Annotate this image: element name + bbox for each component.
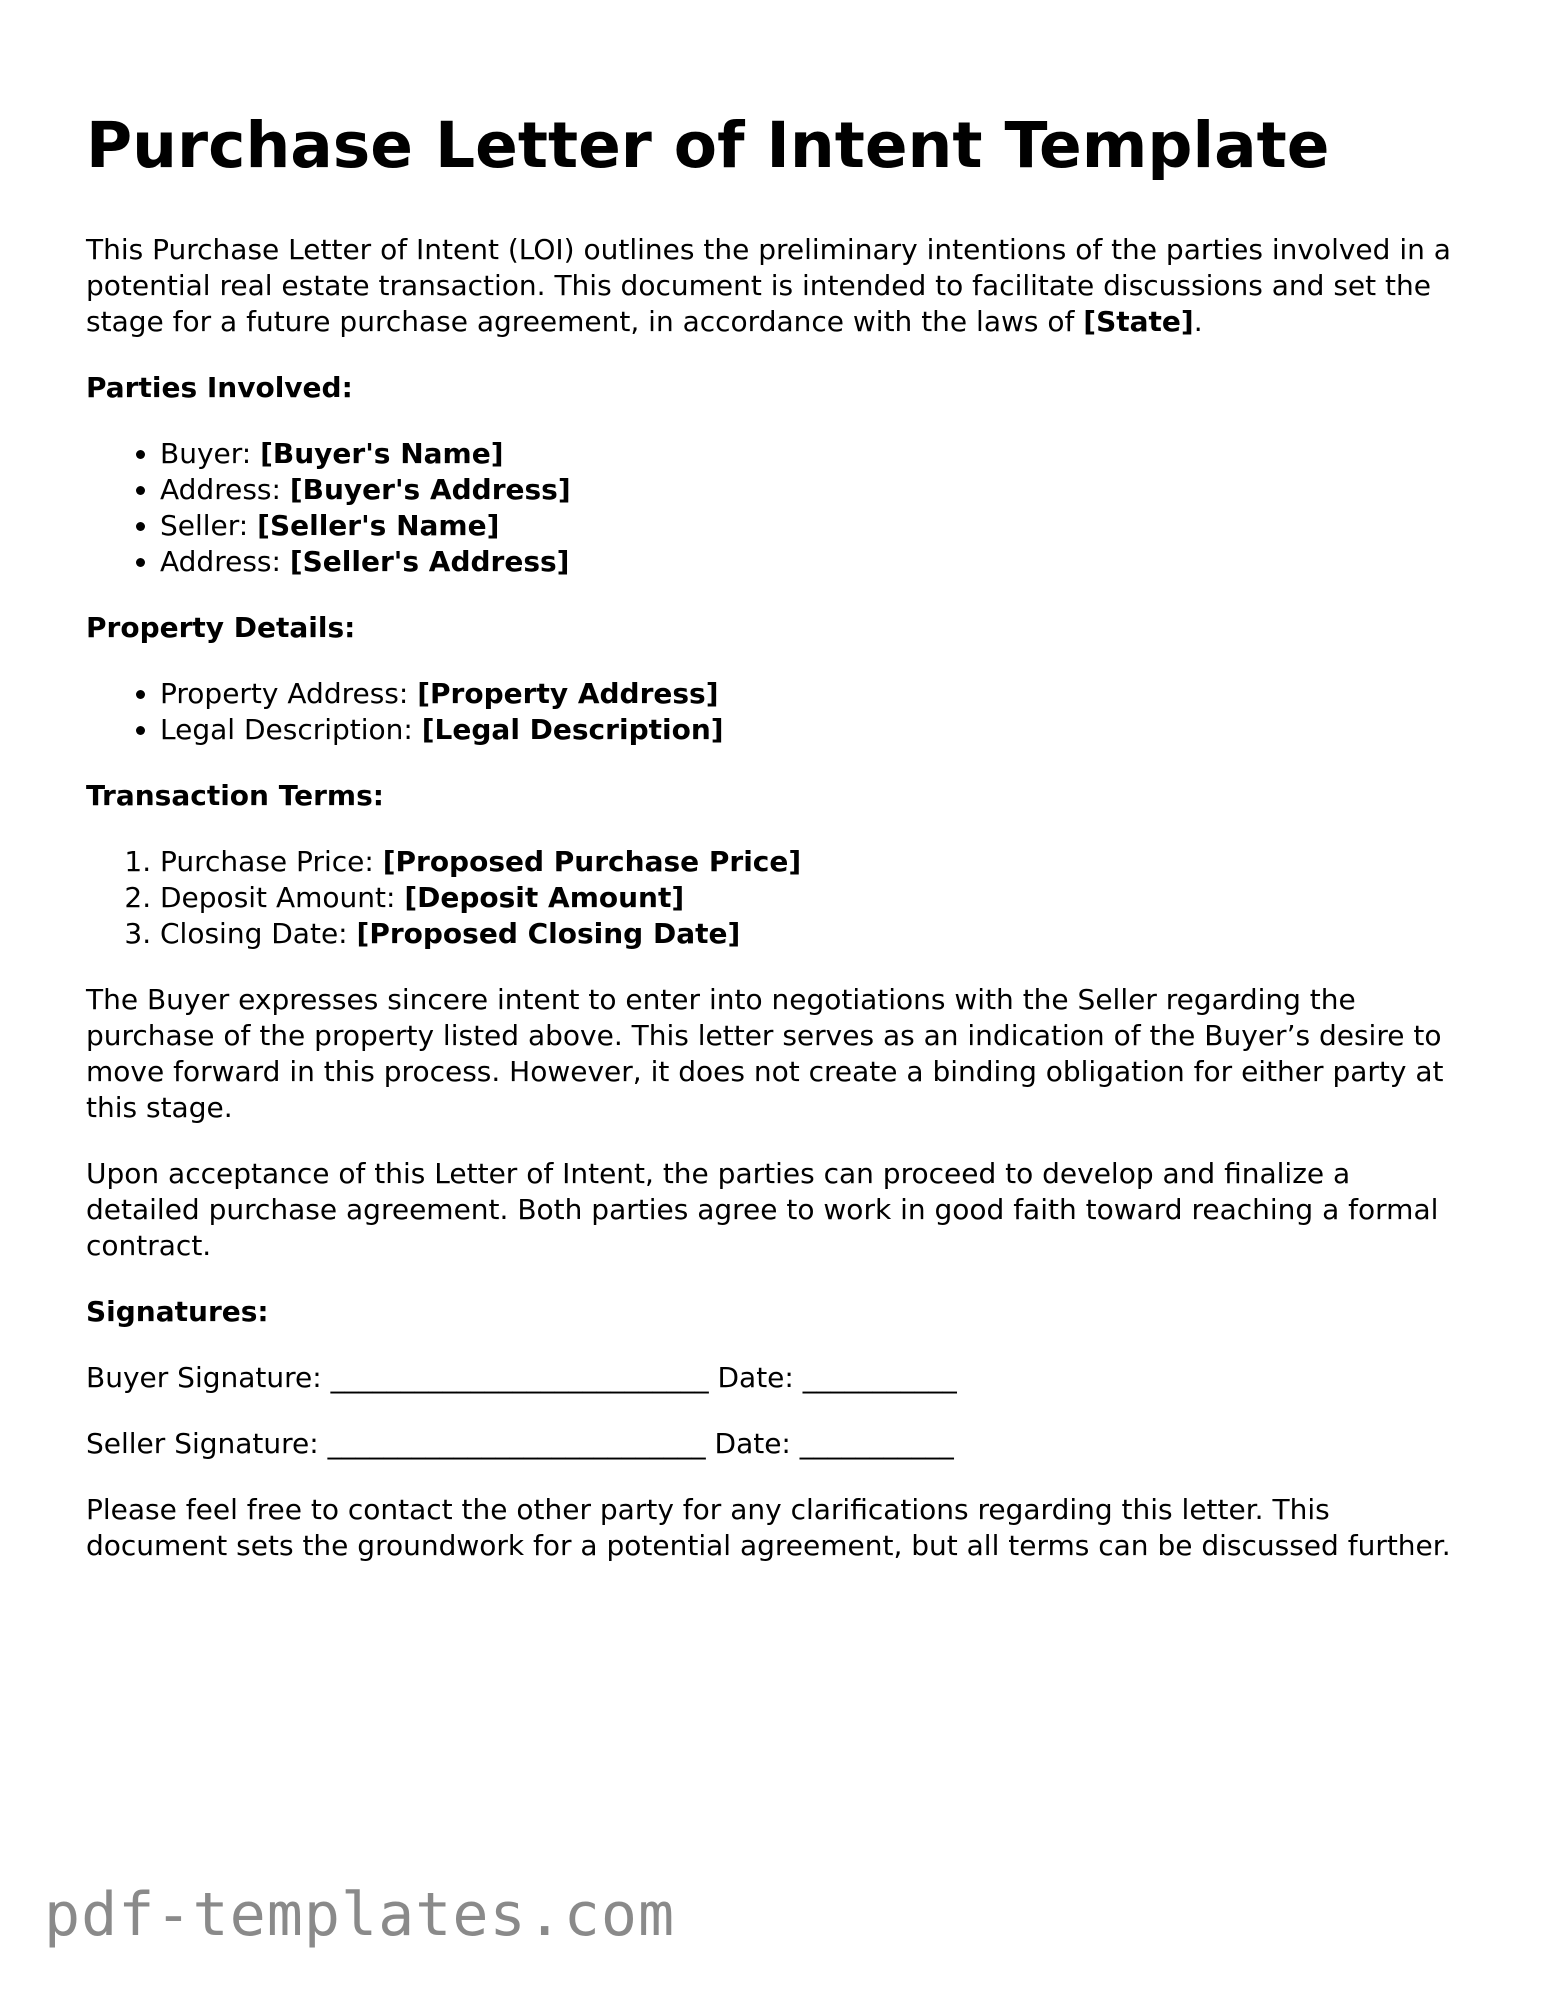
item-placeholder: [Seller's Address] <box>289 545 570 578</box>
intro-text: This Purchase Letter of Intent (LOI) outlines the preliminary intentions of the parties involved in a potential real estate transaction. This document is intended to facilitate discussions and set the stage for a future purchase agreement, in accordance with the laws of <box>86 233 1451 338</box>
property-list <box>86 676 1466 748</box>
item-placeholder: [Legal Description] <box>421 713 724 746</box>
acceptance-paragraph: Upon acceptance of this Letter of Intent, the parties can proceed to develop and finalize a detailed purchase agreement. Both parties agree to work in good faith toward reaching a formal contract. <box>86 1157 1439 1262</box>
intro-paragraph <box>86 232 1466 340</box>
item-placeholder: [Deposit Amount] <box>404 881 685 914</box>
item-label: Closing Date: <box>160 917 357 950</box>
buyer-signature-line: Buyer Signature: ___________________________ Date: ___________ <box>86 1361 957 1394</box>
terms-list <box>86 844 1466 952</box>
item-placeholder: [Buyer's Name] <box>260 437 504 470</box>
item-placeholder: [Property Address] <box>417 677 719 710</box>
signatures-heading: Signatures: <box>86 1295 269 1328</box>
item-placeholder: [Proposed Closing Date] <box>356 917 741 950</box>
item-placeholder: [Buyer's Address] <box>289 473 571 506</box>
list-item <box>160 544 1466 580</box>
item-label: Deposit Amount: <box>160 881 405 914</box>
intent-paragraph: The Buyer expresses sincere intent to enter into negotiations with the Seller regarding the purchase of the property listed above. This letter serves as an indication of the Buyer’s desire to move forward in this process. However, it does not create a binding obligation for either party at this stage. <box>86 983 1444 1124</box>
list-item <box>160 436 1466 472</box>
item-label: Purchase Price: <box>160 845 383 878</box>
watermark-text: pdf-templates.com <box>44 1880 676 1950</box>
item-label: Buyer: <box>160 437 261 470</box>
state-placeholder: [State] <box>1083 305 1194 338</box>
parties-heading: Parties Involved: <box>86 371 353 404</box>
parties-list <box>86 436 1466 580</box>
list-item <box>160 712 1466 748</box>
document-title: Purchase Letter of Intent Template <box>86 109 1330 182</box>
property-heading: Property Details: <box>86 611 356 644</box>
list-item <box>160 676 1466 712</box>
seller-signature-line: Seller Signature: ___________________________ Date: ___________ <box>86 1427 954 1460</box>
intro-end: . <box>1193 305 1203 338</box>
item-placeholder: [Seller's Name] <box>257 509 500 542</box>
list-item <box>160 472 1466 508</box>
item-label: Seller: <box>160 509 258 542</box>
list-item <box>160 880 1466 916</box>
closing-paragraph: Please feel free to contact the other party for any clarifications regarding this letter. This document sets the groundwork for a potential agreement, but all terms can be discussed further. <box>86 1493 1451 1562</box>
item-placeholder: [Proposed Purchase Price] <box>382 845 802 878</box>
item-label: Address: <box>160 545 290 578</box>
list-item <box>160 916 1466 952</box>
list-item <box>160 844 1466 880</box>
terms-heading: Transaction Terms: <box>86 779 384 812</box>
list-item <box>160 508 1466 544</box>
document-page <box>86 104 1466 1594</box>
item-label: Address: <box>160 473 290 506</box>
item-label: Property Address: <box>160 677 418 710</box>
item-label: Legal Description: <box>160 713 422 746</box>
